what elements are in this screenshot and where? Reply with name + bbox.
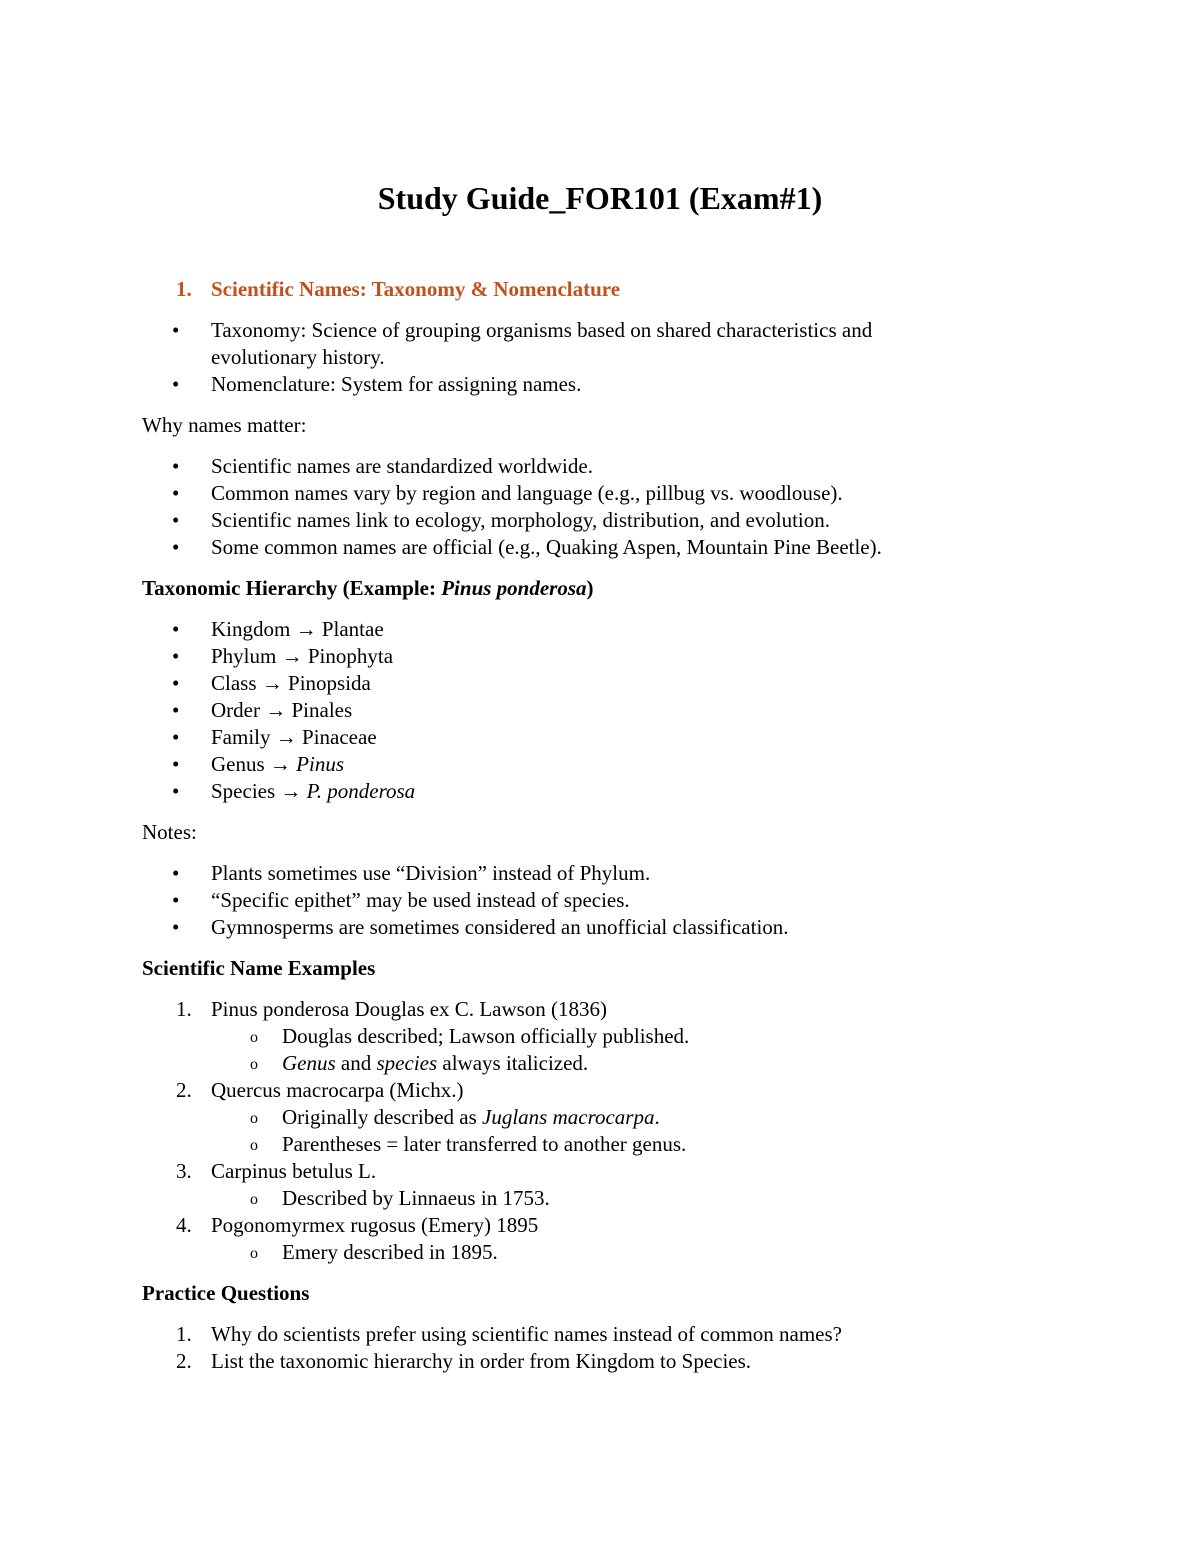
- list-item: • Scientific names are standardized worldwide.: [142, 453, 982, 480]
- list-item: • Common names vary by region and language (e.g., pillbug vs. woodlouse).: [142, 480, 982, 507]
- document-body: [142, 276, 982, 1389]
- hierarchy-heading-example: Pinus ponderosa: [441, 576, 587, 600]
- examples-heading: Scientific Name Examples: [142, 956, 376, 980]
- sub-list: [211, 1023, 982, 1077]
- list-item: • Scientific names link to ecology, morphology, distribution, and evolution.: [142, 507, 982, 534]
- sub-list: [211, 1104, 982, 1158]
- examples-list: [142, 996, 982, 1266]
- list-item: • Genus → Pinus: [142, 751, 982, 778]
- sub-item: o Emery described in 1895.: [142, 1239, 982, 1266]
- list-item: • Family → Pinaceae: [142, 724, 982, 751]
- list-item: • “Specific epithet” may be used instead of species.: [142, 887, 982, 914]
- list-item: • Nomenclature: System for assigning names.: [142, 371, 982, 398]
- list-item: • Species → P. ponderosa: [142, 778, 982, 805]
- section-heading: [142, 276, 982, 303]
- example-item: 1. Pinus ponderosa Douglas ex C. Lawson (1836) o Douglas described; Lawson officially published. o Genus and species always italicized.: [142, 996, 982, 1077]
- practice-list: [142, 1321, 982, 1375]
- list-item: • Kingdom → Plantae: [142, 616, 982, 643]
- list-item: • Plants sometimes use “Division” instead of Phylum.: [142, 860, 982, 887]
- notes-list: [142, 860, 982, 941]
- definitions-list: [142, 317, 982, 398]
- example-item: 2. Quercus macrocarpa (Michx.) o Originally described as Juglans macrocarpa. o Parentheses = later transferred to another genus.: [142, 1077, 982, 1158]
- example-item: 3. Carpinus betulus L. o Described by Linnaeus in 1753.: [142, 1158, 982, 1212]
- sub-list: [211, 1185, 982, 1212]
- hierarchy-list: [142, 616, 982, 805]
- list-item: • Order → Pinales: [142, 697, 982, 724]
- section-heading-text: Scientific Names: Taxonomy & Nomenclature: [211, 277, 621, 301]
- section-number: 1.: [176, 277, 192, 301]
- list-item: • Gymnosperms are sometimes considered an unofficial classification.: [142, 914, 982, 941]
- sub-item: o Douglas described; Lawson officially published.: [142, 1023, 982, 1050]
- sub-item: o Originally described as Juglans macrocarpa.: [142, 1104, 982, 1131]
- hierarchy-heading: [142, 575, 982, 602]
- practice-item: 1. Why do scientists prefer using scientific names instead of common names?: [176, 1322, 842, 1346]
- notes-label: Notes:: [142, 820, 197, 844]
- sub-item: o Genus and species always italicized.: [142, 1050, 982, 1077]
- hierarchy-heading-suffix: ): [586, 576, 594, 600]
- practice-heading: Practice Questions: [142, 1281, 310, 1305]
- list-item: • Some common names are official (e.g., Quaking Aspen, Mountain Pine Beetle).: [142, 534, 982, 561]
- example-item: 4. Pogonomyrmex rugosus (Emery) 1895 o Emery described in 1895.: [142, 1212, 982, 1266]
- why-names-list: [142, 453, 982, 561]
- sub-item: o Described by Linnaeus in 1753.: [142, 1185, 982, 1212]
- list-item: • Phylum → Pinophyta: [142, 643, 982, 670]
- page-title: Study Guide_FOR101 (Exam#1): [377, 180, 823, 216]
- sub-list: [211, 1239, 982, 1266]
- sub-item: o Parentheses = later transferred to another genus.: [142, 1131, 982, 1158]
- list-item: • Taxonomy: Science of grouping organisms based on shared characteristics and evolutionary history.: [142, 317, 982, 371]
- practice-item: 2. List the taxonomic hierarchy in order from Kingdom to Species.: [176, 1349, 752, 1373]
- why-names-label: Why names matter:: [142, 413, 307, 437]
- hierarchy-heading-prefix: Taxonomic Hierarchy (Example:: [142, 576, 442, 600]
- list-item: • Class → Pinopsida: [142, 670, 982, 697]
